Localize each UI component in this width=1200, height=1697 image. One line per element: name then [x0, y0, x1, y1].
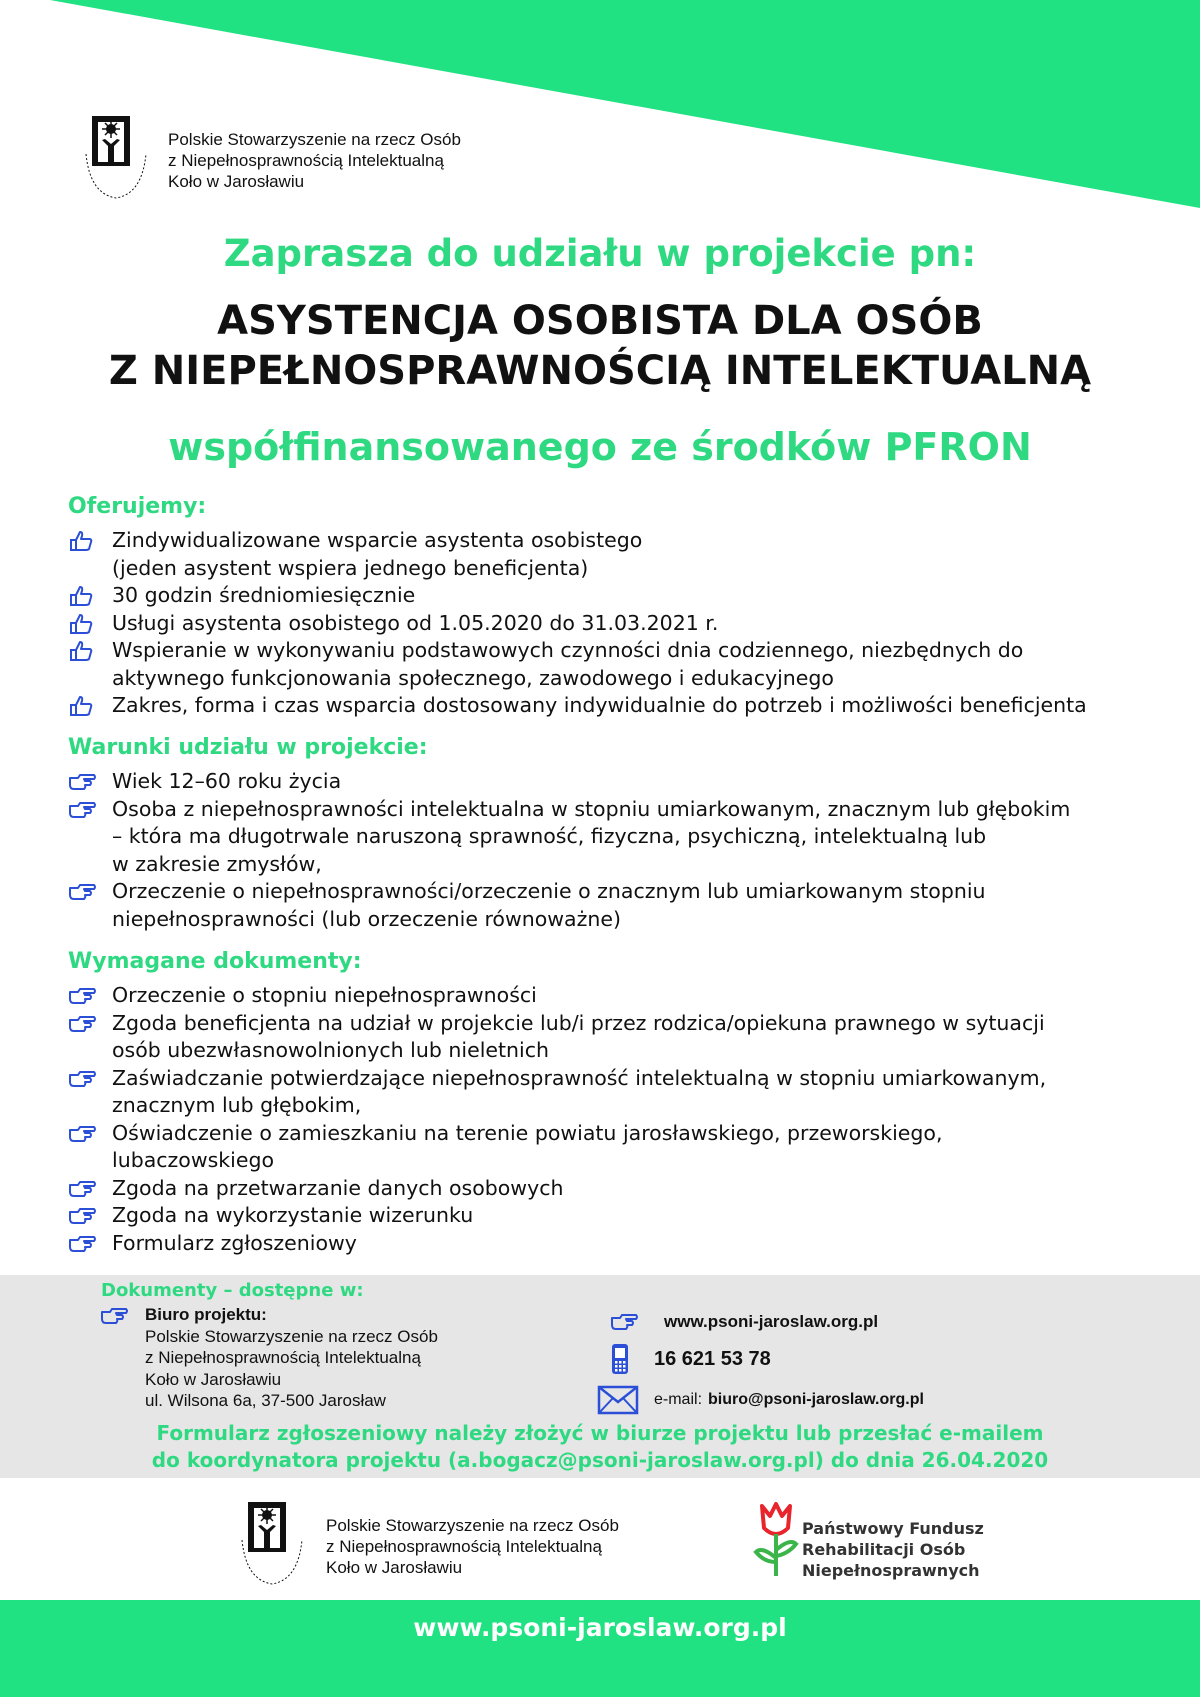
document-item — [68, 1202, 1168, 1230]
submission-notice — [0, 1420, 1200, 1474]
org-name-line: Polskie Stowarzyszenie na rzecz Osób — [326, 1515, 619, 1535]
office-line: ul. Wilsona 6a, 37-500 Jarosław — [145, 1391, 386, 1410]
offer-list — [68, 527, 1168, 720]
project-title-line: Z NIEPEŁNOSPRAWNOŚCIĄ INTELEKTUALNĄ — [108, 348, 1092, 394]
documents-heading: Wymagane dokumenty: — [68, 949, 362, 974]
office-line: Koło w Jarosławiu — [145, 1369, 282, 1389]
email-address[interactable]: biuro@psoni-jaroslaw.org.pl — [708, 1391, 924, 1408]
pointing-hand-icon — [68, 985, 96, 1007]
footer-organization — [240, 1500, 619, 1592]
footer-website-link[interactable]: www.psoni-jaroslaw.org.pl — [413, 1613, 787, 1642]
list-item-text: Wspieranie w wykonywaniu podstawowych czynności dnia codziennego, niezbędnych do — [112, 638, 1024, 662]
mobile-phone-icon — [610, 1343, 630, 1375]
pointing-hand-icon — [610, 1312, 638, 1332]
pfron-name-line: Państwowy Fundusz — [802, 1519, 984, 1538]
project-title — [0, 296, 1200, 396]
list-item-text: Oświadczenie o zamieszkaniu na terenie powiatu jarosławskiego, przeworskiego, — [112, 1120, 943, 1145]
org-name-line: z Niepełnosprawnością Intelektualną — [326, 1536, 602, 1556]
list-item-text: Osoba z niepełnosprawności intelektualna w stopniu umiarkowanym, znacznym lub głębokim — [112, 796, 1071, 821]
documents-list — [68, 982, 1168, 1257]
list-item-text: Zgoda beneficjenta na udział w projekcie lub/i przez rodzica/opiekuna prawnego w sytuacji — [112, 1010, 1045, 1035]
offer-heading: Oferujemy: — [68, 494, 207, 519]
offer-item — [68, 692, 1168, 720]
invite-heading: Zaprasza do udziału w projekcie pn: — [223, 232, 977, 275]
list-item-text: osób ubezwłasnowolnionych lub nieletnich — [112, 1038, 549, 1062]
pfron-name-line: Rehabilitacji Osób — [802, 1540, 966, 1559]
list-item-text: lubaczowskiego — [112, 1148, 275, 1172]
conditions-list — [68, 768, 1168, 933]
document-item — [68, 982, 1168, 1010]
conditions-section — [68, 735, 1168, 933]
office-line: z Niepełnosprawnością Intelektualną — [145, 1348, 421, 1367]
thumbs-up-icon — [68, 585, 96, 607]
website-link[interactable]: www.psoni-jaroslaw.org.pl — [664, 1312, 879, 1331]
envelope-icon — [597, 1385, 639, 1415]
list-item-text: niepełnosprawności (lub orzeczenie równoważne) — [112, 906, 621, 931]
notice-line: Formularz zgłoszeniowy należy złożyć w biurze projektu lub przesłać e-mailem — [156, 1421, 1044, 1445]
office-address — [145, 1304, 438, 1412]
list-item-text: Zgoda na przetwarzanie danych osobowych — [112, 1175, 564, 1200]
list-item-text: Usługi asystenta osobistego od 1.05.2020 do 31.03.2021 r. — [112, 610, 719, 635]
offer-item — [68, 582, 1168, 610]
psoni-logo-icon — [240, 1500, 304, 1592]
pointing-hand-icon — [68, 1123, 96, 1145]
pointing-hand-icon — [68, 881, 96, 903]
pfron-name-line: Niepełnosprawnych — [802, 1561, 980, 1580]
pointing-hand-icon — [68, 1013, 96, 1035]
pointing-hand-icon — [68, 799, 96, 821]
document-item — [68, 1230, 1168, 1258]
pfron-name — [802, 1518, 984, 1581]
availability-heading: Dokumenty – dostępne w: — [101, 1280, 364, 1301]
thumbs-up-icon — [68, 613, 96, 635]
list-item-text: Zindywidualizowane wsparcie asystenta osobistego — [112, 528, 643, 552]
list-item-text: Formularz zgłoszeniowy — [112, 1230, 357, 1255]
office-label: Biuro projektu: — [145, 1305, 267, 1324]
org-name-line: Polskie Stowarzyszenie na rzecz Osób — [168, 129, 461, 149]
list-item-text: Zakres, forma i czas wsparcia dostosowany indywidualnie do potrzeb i możliwości beneficjenta — [112, 693, 1087, 717]
project-title-line: ASYSTENCJA OSOBISTA DLA OSÓB — [217, 298, 983, 344]
list-item-text: (jeden asystent wspiera jednego beneficjenta) — [112, 555, 589, 580]
condition-item — [68, 768, 1168, 796]
documents-section — [68, 949, 1168, 1257]
phone-number: 16 621 53 78 — [654, 1347, 771, 1370]
document-item — [68, 1120, 1168, 1175]
list-item-text: znacznym lub głębokim, — [112, 1093, 362, 1117]
list-item-text: Wiek 12–60 roku życia — [112, 769, 342, 793]
phone-contact — [610, 1343, 771, 1375]
notice-line: do koordynatora projektu (a.bogacz@psoni-jaroslaw.org.pl) do dnia 26.04.2020 — [151, 1448, 1049, 1472]
pointing-hand-icon — [68, 1068, 96, 1090]
thumbs-up-icon — [68, 640, 96, 662]
email-contact — [597, 1385, 924, 1415]
pointing-hand-icon — [68, 1178, 96, 1200]
pointing-hand-icon — [68, 1233, 96, 1255]
conditions-heading: Warunki udziału w projekcie: — [68, 735, 428, 760]
org-name-line: Koło w Jarosławiu — [168, 171, 305, 191]
offer-item — [68, 637, 1168, 692]
email-label: e-mail: — [654, 1391, 703, 1408]
psoni-logo-icon — [84, 114, 148, 206]
pointing-hand-icon — [68, 1205, 96, 1227]
list-item-text: Zaświadczanie potwierdzające niepełnosprawność intelektualną w stopniu umiarkowanym, — [112, 1065, 1047, 1090]
list-item-text: Orzeczenie o niepełnosprawności/orzeczenie o znacznym lub umiarkowanym stopniu — [112, 879, 986, 903]
offer-item — [68, 527, 1168, 582]
list-item-text: aktywnego funkcjonowania społecznego, zawodowego i edukacyjnego — [112, 665, 834, 690]
offer-section — [68, 494, 1168, 720]
cofinanced-heading: współfinansowanego ze środków PFRON — [168, 425, 1032, 469]
org-name-line: z Niepełnosprawnością Intelektualną — [168, 150, 444, 170]
pointing-hand-icon — [100, 1306, 128, 1326]
document-item — [68, 1065, 1168, 1120]
website-contact — [610, 1312, 878, 1332]
list-item-text: Zgoda na wykorzystanie wizerunku — [112, 1203, 474, 1227]
org-name-line: Koło w Jarosławiu — [326, 1557, 463, 1577]
pfron-tulip-logo-icon — [752, 1500, 800, 1578]
condition-item — [68, 796, 1168, 879]
list-item-text: – która ma długotrwale naruszoną sprawność, fizyczna, psychiczną, intelektualną lub — [112, 824, 987, 848]
list-item-text: Orzeczenie o stopniu niepełnosprawności — [112, 983, 537, 1007]
condition-item — [68, 878, 1168, 933]
document-item — [68, 1010, 1168, 1065]
document-item — [68, 1175, 1168, 1203]
thumbs-up-icon — [68, 695, 96, 717]
office-line: Polskie Stowarzyszenie na rzecz Osób — [145, 1326, 438, 1346]
list-item-text: 30 godzin średniomiesięcznie — [112, 583, 416, 607]
pointing-hand-icon — [68, 771, 96, 793]
list-item-text: w zakresie zmysłów, — [112, 851, 322, 876]
header-organization — [84, 114, 461, 206]
offer-item — [68, 610, 1168, 638]
thumbs-up-icon — [68, 530, 96, 552]
